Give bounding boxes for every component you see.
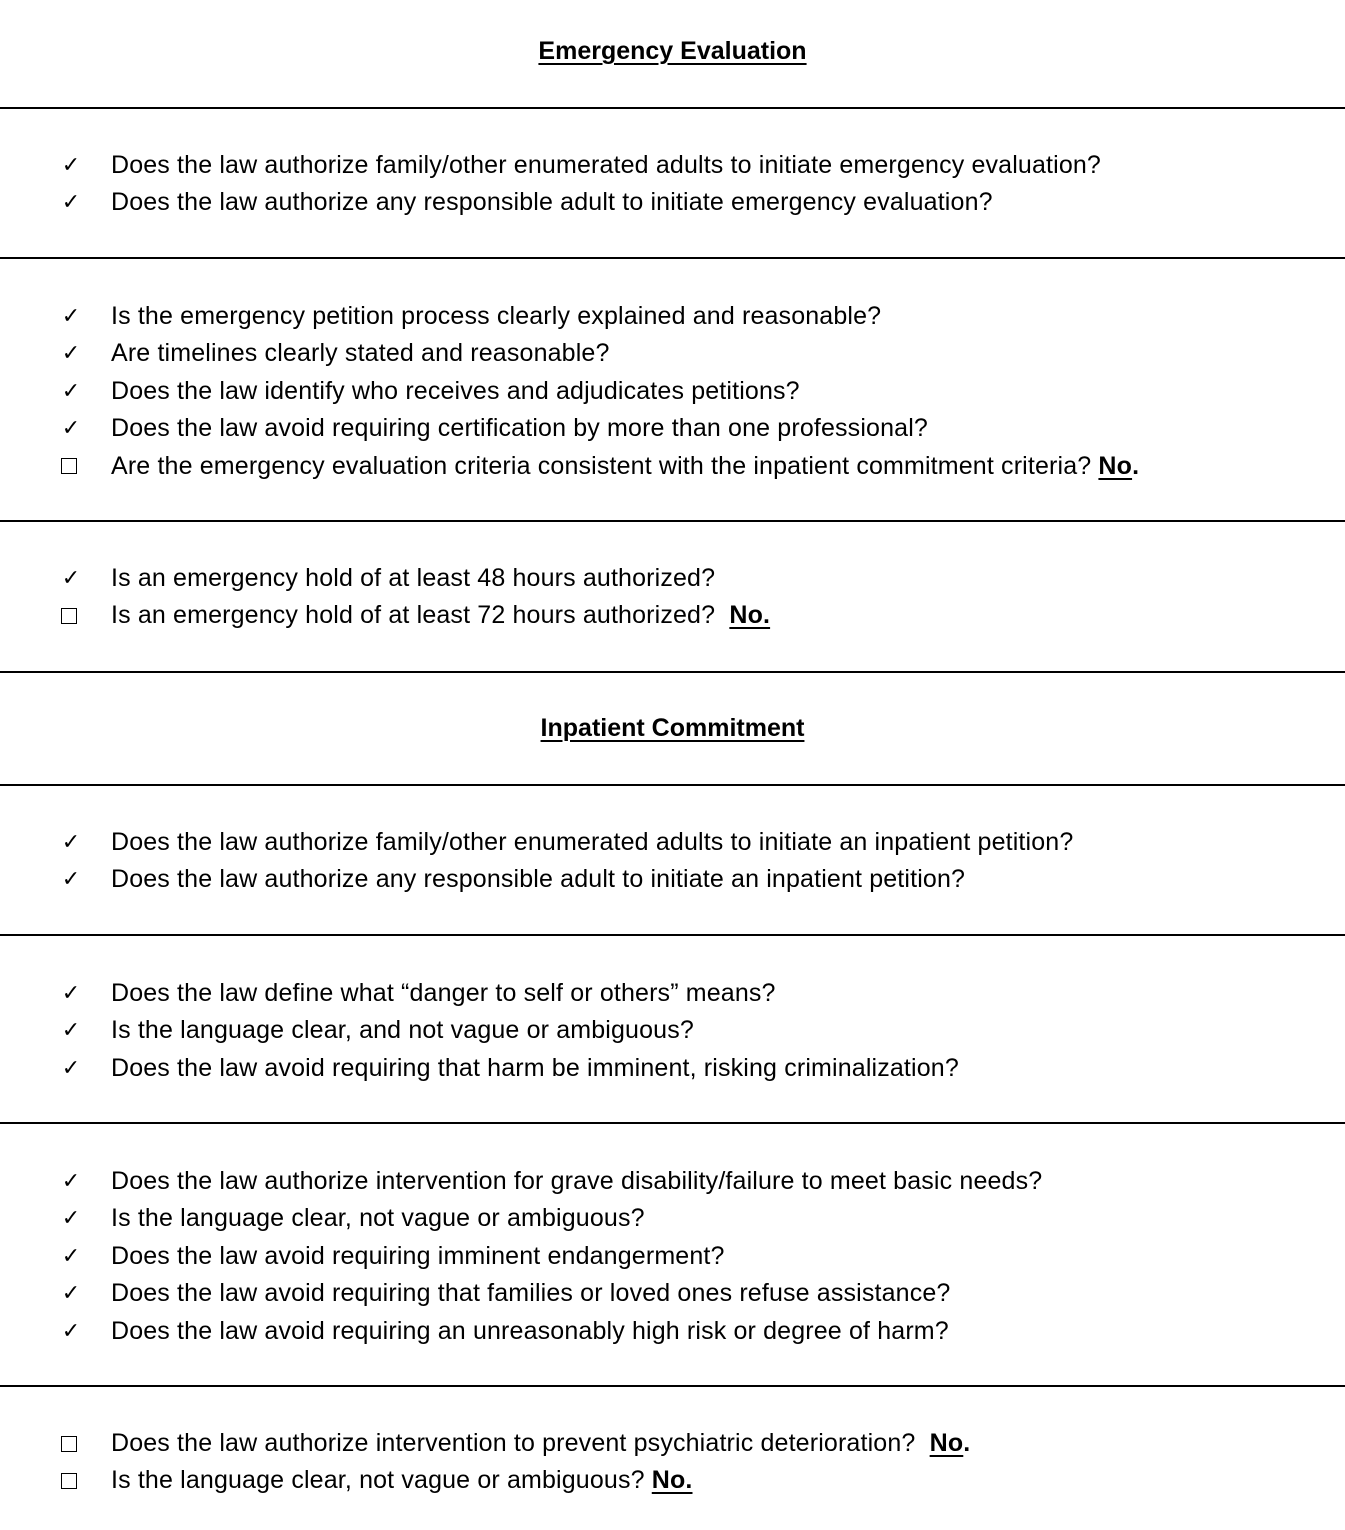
checkmark-icon: ✓ <box>61 1169 81 1194</box>
answer-no: No <box>929 1429 964 1457</box>
question-label: Does the law authorize intervention to prevent psychiatric deterioration? <box>111 1429 930 1457</box>
question-text: Does the law avoid requiring imminent endangerment? <box>111 1241 725 1270</box>
checkmark-icon: ✓ <box>61 341 81 367</box>
answer-suffix: . <box>1132 451 1140 480</box>
empty-box-icon <box>61 458 77 474</box>
question-text <box>111 448 1139 485</box>
question-text: Does the law authorize any responsible adult to initiate emergency evaluation? <box>111 188 993 217</box>
checkmark-icon: ✓ <box>61 1243 81 1269</box>
checkmark-icon: ✓ <box>61 1318 81 1344</box>
answer-no: No <box>1098 451 1133 480</box>
divider <box>0 107 1345 109</box>
checkmark-icon: ✓ <box>61 1018 81 1044</box>
question-label: Is an emergency hold of at least 72 hours authorized? <box>111 601 730 630</box>
question-text: Is the emergency petition process clearly explained and reasonable? <box>111 302 882 330</box>
checklist-group <box>0 1425 1345 1500</box>
question-text: Does the law avoid requiring that harm be imminent, risking criminalization? <box>111 1053 959 1082</box>
checklist-item <box>0 1313 1345 1350</box>
divider <box>0 257 1345 259</box>
question-text: Is the language clear, not vague or ambiguous? <box>111 1204 645 1233</box>
question-text: Does the law define what “danger to self or others” means? <box>111 979 776 1007</box>
checkmark-icon: ✓ <box>61 416 81 442</box>
checkmark-icon: ✓ <box>61 153 81 178</box>
checklist-item <box>0 597 1345 634</box>
answer-no: No. <box>651 1466 693 1495</box>
question-label: Is the language clear, not vague or ambiguous? <box>111 1466 652 1495</box>
question-text: Is the language clear, and not vague or ambiguous? <box>111 1016 694 1045</box>
question-label: Are the emergency evaluation criteria consistent with the inpatient commitment criteria? <box>111 451 1099 480</box>
checklist-item <box>0 975 1345 1012</box>
section-title-emergency-evaluation: Emergency Evaluation <box>538 37 807 65</box>
checklist-item <box>0 1012 1345 1049</box>
checkmark-icon: ✓ <box>61 304 81 329</box>
divider <box>0 520 1345 522</box>
empty-box-icon <box>61 608 77 624</box>
divider <box>0 1385 1345 1387</box>
checklist-item <box>0 1275 1345 1312</box>
question-text: Does the law authorize family/other enumerated adults to initiate an inpatient petition? <box>111 828 1074 856</box>
checkmark-icon: ✓ <box>61 830 81 855</box>
question-text: Does the law avoid requiring that families or loved ones refuse assistance? <box>111 1279 951 1308</box>
checkmark-icon: ✓ <box>61 867 81 893</box>
checklist-item <box>0 1200 1345 1237</box>
checklist-item <box>0 824 1345 861</box>
checkmark-icon: ✓ <box>61 1206 81 1232</box>
question-text: Does the law identify who receives and adjudicates petitions? <box>111 376 800 405</box>
question-text: Does the law authorize intervention for grave disability/failure to meet basic needs? <box>111 1167 1043 1195</box>
checklist-item <box>0 410 1345 447</box>
question-text: Is an emergency hold of at least 48 hours authorized? <box>111 564 716 592</box>
checkmark-icon: ✓ <box>61 566 81 591</box>
checklist-item <box>0 1050 1345 1087</box>
checkmark-icon: ✓ <box>61 1281 81 1307</box>
section-title-inpatient-commitment: Inpatient Commitment <box>540 714 805 742</box>
checklist-item <box>0 1462 1345 1499</box>
checklist-group <box>0 824 1345 899</box>
question-text <box>111 1462 693 1499</box>
checklist-group <box>0 1163 1345 1350</box>
question-text <box>111 597 770 634</box>
empty-box-icon <box>61 1436 77 1452</box>
empty-box-icon <box>61 1473 77 1489</box>
answer-no: No. <box>729 601 771 630</box>
checklist-item <box>0 1163 1345 1200</box>
checklist-group <box>0 560 1345 635</box>
checklist-item <box>0 298 1345 335</box>
divider <box>0 671 1345 673</box>
divider <box>0 1122 1345 1124</box>
checkmark-icon: ✓ <box>61 190 81 216</box>
checklist-group <box>0 298 1345 485</box>
question-text: Does the law authorize any responsible adult to initiate an inpatient petition? <box>111 865 966 894</box>
checklist-item <box>0 861 1345 898</box>
question-text: Are timelines clearly stated and reasonable? <box>111 339 610 368</box>
answer-suffix: . <box>963 1429 971 1457</box>
question-text: Does the law avoid requiring certification by more than one professional? <box>111 414 928 443</box>
checkmark-icon: ✓ <box>61 981 81 1006</box>
divider <box>0 934 1345 936</box>
checklist-item <box>0 184 1345 221</box>
question-text: Does the law avoid requiring an unreasonably high risk or degree of harm? <box>111 1316 949 1345</box>
checklist-item <box>0 373 1345 410</box>
checkmark-icon: ✓ <box>61 1055 81 1081</box>
question-text <box>111 1425 970 1462</box>
checklist-item <box>0 147 1345 184</box>
question-text: Does the law authorize family/other enumerated adults to initiate emergency evaluation? <box>111 151 1101 179</box>
checklist-group <box>0 975 1345 1087</box>
divider <box>0 784 1345 786</box>
checklist-item <box>0 1425 1345 1462</box>
checklist-item <box>0 448 1345 485</box>
checklist-item <box>0 335 1345 372</box>
checklist-item <box>0 560 1345 597</box>
checklist-item <box>0 1238 1345 1275</box>
checklist-group <box>0 147 1345 222</box>
checkmark-icon: ✓ <box>61 378 81 404</box>
